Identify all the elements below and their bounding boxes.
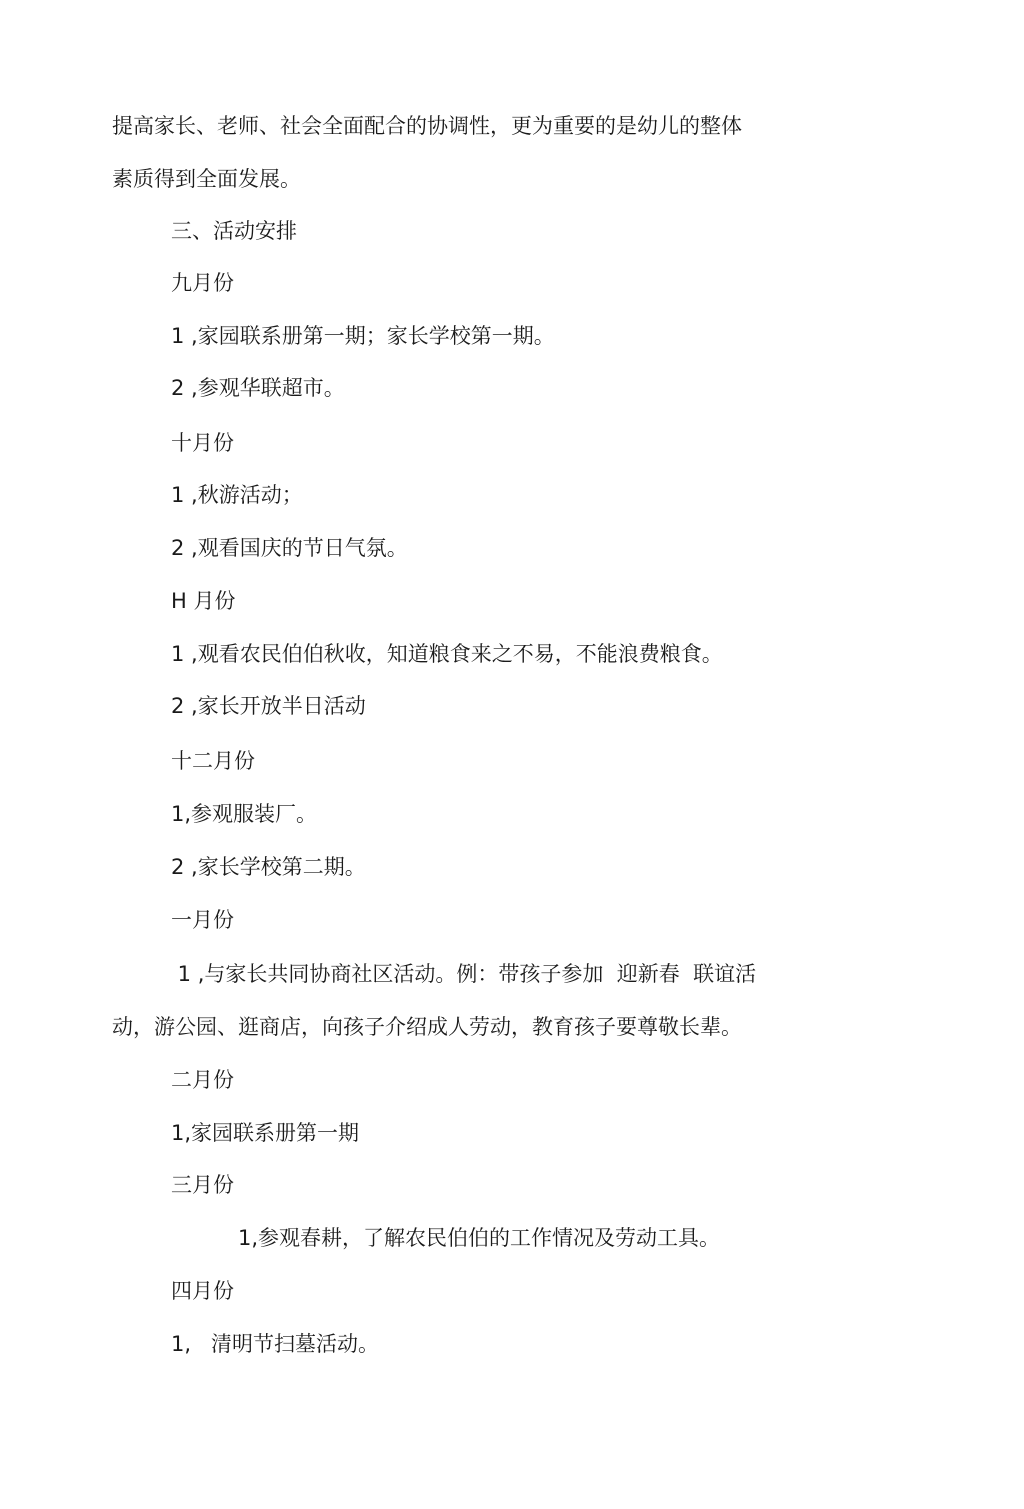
paragraph-line: 提高家长、老师、社会全面配合的协调性，更为重要的是幼儿的整体	[112, 114, 742, 138]
list-item: 1 ,秋游活动；	[171, 483, 303, 507]
list-item: 1 ,与家长共同协商社区活动。例：带孩子参加 迎新春 联谊活	[171, 962, 757, 986]
month-heading: 四月份	[171, 1279, 234, 1303]
list-item: 1, 清明节扫墓活动。	[171, 1332, 380, 1356]
list-item: 1 ,家园联系册第一期；家长学校第一期。	[171, 324, 555, 348]
list-item: 1 ,观看农民伯伯秋收，知道粮食来之不易，不能浪费粮食。	[171, 642, 723, 666]
list-item: 1,参观服装厂。	[171, 802, 318, 826]
month-heading: H 月份	[171, 589, 236, 613]
month-heading: 十二月份	[171, 749, 255, 773]
month-heading: 十月份	[171, 431, 234, 455]
list-item: 1,参观春耕，了解农民伯伯的工作情况及劳动工具。	[238, 1226, 721, 1250]
list-item: 1,家园联系册第一期	[171, 1121, 360, 1145]
list-item: 2 ,家长学校第二期。	[171, 855, 366, 879]
month-heading: 二月份	[171, 1068, 234, 1092]
list-item: 2 ,参观华联超市。	[171, 376, 345, 400]
list-item: 2 ,观看国庆的节日气氛。	[171, 536, 408, 560]
month-heading: 三月份	[171, 1173, 234, 1197]
month-heading: 九月份	[171, 271, 234, 295]
paragraph-line: 动，游公园、逛商店，向孩子介绍成人劳动，教育孩子要尊敬长辈。	[112, 1015, 742, 1039]
list-item: 2 ,家长开放半日活动	[171, 694, 366, 718]
paragraph-line: 素质得到全面发展。	[112, 167, 301, 191]
section-heading: 三、活动安排	[171, 219, 297, 243]
month-heading: 一月份	[171, 908, 234, 932]
